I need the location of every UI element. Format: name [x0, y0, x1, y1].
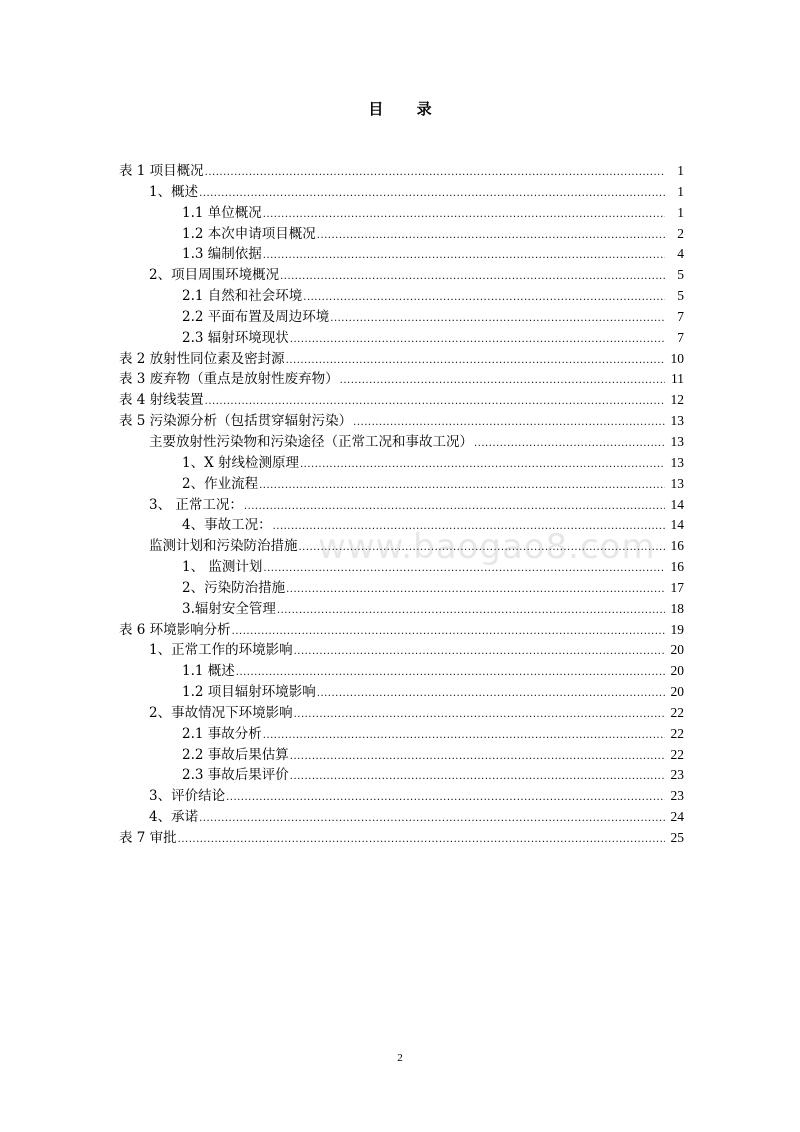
- toc-entry-page: 20: [670, 684, 684, 700]
- toc-entry-title: 表 5 污染源分析（包括贯穿辐射污染）: [119, 413, 353, 430]
- toc-dot-leader: [205, 392, 665, 413]
- toc-entry-page: 18: [670, 600, 684, 616]
- toc-dot-leader: [317, 226, 665, 247]
- toc-entry[interactable]: [0, 828, 800, 849]
- toc-entry-title: 1、X 射线检测原理: [182, 454, 299, 471]
- toc-entry-page: 20: [670, 663, 684, 679]
- toc-entry-title: 2、事故情况下环境影响: [149, 704, 293, 721]
- toc-entry[interactable]: [0, 453, 800, 474]
- toc-entry[interactable]: [0, 703, 800, 724]
- toc-entry[interactable]: [0, 745, 800, 766]
- table-of-contents: [0, 161, 800, 849]
- page-number: 2: [397, 1052, 403, 1064]
- toc-entry-page: 4: [677, 246, 684, 262]
- toc-entry[interactable]: [0, 349, 800, 370]
- toc-entry-page: 22: [670, 704, 684, 720]
- toc-entry[interactable]: [0, 620, 800, 641]
- toc-entry-page: 19: [670, 621, 684, 637]
- toc-entry-title: 主要放射性污染物和污染途径（正常工况和事故工况）: [149, 433, 473, 450]
- toc-entry[interactable]: [0, 265, 800, 286]
- toc-entry-page: 13: [670, 475, 684, 491]
- toc-dot-leader: [244, 497, 665, 518]
- toc-entry-title: 2.1 事故分析: [182, 725, 262, 742]
- toc-entry-page: 13: [670, 413, 684, 429]
- toc-entry-title: 表 3 废弃物（重点是放射性废弃物）: [119, 371, 339, 388]
- toc-entry-page: 23: [670, 788, 684, 804]
- toc-entry[interactable]: [0, 682, 800, 703]
- toc-entry-title: 表 1 项目概况: [119, 163, 204, 179]
- toc-entry-page: 25: [670, 830, 684, 845]
- toc-entry-page: 1: [677, 204, 684, 220]
- toc-entry[interactable]: [0, 640, 800, 661]
- toc-dot-leader: [226, 788, 665, 809]
- toc-entry-title: 1、正常工作的环境影响: [149, 642, 293, 659]
- watermark: www.baogao8.com: [318, 527, 656, 567]
- toc-dot-leader: [290, 767, 665, 788]
- toc-dot-leader: [199, 809, 665, 830]
- toc-dot-leader: [259, 476, 665, 497]
- toc-entry-page: 14: [670, 517, 684, 533]
- toc-entry-title: 1、概述: [149, 183, 199, 200]
- toc-entry-page: 10: [670, 350, 684, 366]
- toc-entry-title: 监测计划和污染防治措施: [149, 538, 298, 555]
- toc-dot-leader: [178, 830, 665, 851]
- toc-entry-title: 2.3 事故后果评价: [182, 767, 289, 784]
- toc-entry-page: 1: [677, 183, 684, 199]
- toc-entry-page: 13: [670, 433, 684, 449]
- toc-dot-leader: [317, 684, 665, 705]
- toc-entry-page: 22: [670, 746, 684, 762]
- toc-dot-leader: [353, 413, 665, 434]
- toc-entry-title: 1.2 本次申请项目概况: [182, 225, 316, 242]
- toc-dot-leader: [277, 601, 665, 622]
- toc-entry[interactable]: [0, 224, 800, 245]
- toc-entry[interactable]: [0, 390, 800, 411]
- toc-entry-page: 16: [670, 559, 684, 575]
- toc-entry-title: 1.3 编制依据: [182, 246, 262, 263]
- toc-entry-title: 4、承诺: [149, 809, 199, 826]
- toc-entry[interactable]: [0, 474, 800, 495]
- toc-entry-title: 4、事故工况：: [182, 517, 272, 534]
- toc-entry-title: 表 2 放射性同位素及密封源: [119, 350, 285, 367]
- toc-entry-page: 17: [670, 579, 684, 595]
- toc-entry[interactable]: [0, 328, 800, 349]
- toc-dot-leader: [290, 747, 665, 768]
- toc-dot-leader: [263, 726, 665, 747]
- toc-entry-title: 1.2 项目辐射环境影响: [182, 684, 316, 701]
- toc-entry-title: 2.3 辐射环境现状: [182, 329, 289, 346]
- toc-entry-title: 1.1 单位概况: [182, 204, 262, 221]
- toc-entry-title: 2、污染防治措施: [182, 579, 286, 596]
- toc-dot-leader: [299, 538, 666, 559]
- toc-entry-title: 3、 正常工况：: [149, 496, 243, 513]
- toc-dot-leader: [286, 580, 665, 601]
- toc-dot-leader: [286, 351, 665, 372]
- toc-dot-leader: [303, 288, 665, 309]
- toc-entry-page: 14: [670, 496, 684, 512]
- toc-entry-page: 5: [677, 288, 684, 304]
- toc-dot-leader: [280, 267, 665, 288]
- page-title: 目 录: [368, 100, 446, 118]
- toc-dot-leader: [290, 330, 665, 351]
- toc-entry[interactable]: [0, 786, 800, 807]
- toc-dot-leader: [340, 371, 665, 392]
- toc-entry-title: 3、评价结论: [149, 788, 226, 805]
- toc-entry-page: 22: [670, 725, 684, 741]
- toc-entry[interactable]: [0, 724, 800, 745]
- toc-dot-leader: [263, 246, 665, 267]
- toc-entry[interactable]: [0, 244, 800, 265]
- toc-dot-leader: [294, 705, 665, 726]
- toc-entry[interactable]: [0, 495, 800, 516]
- toc-entry[interactable]: [0, 203, 800, 224]
- toc-entry[interactable]: [0, 515, 800, 536]
- toc-entry-page: 13: [670, 454, 684, 470]
- toc-entry-page: 7: [677, 329, 684, 345]
- toc-entry-title: 2.2 事故后果估算: [182, 746, 289, 763]
- toc-entry-page: 2: [677, 225, 684, 241]
- toc-dot-leader: [273, 517, 665, 538]
- toc-entry[interactable]: [0, 286, 800, 307]
- toc-entry-page: 11: [671, 371, 684, 387]
- toc-entry[interactable]: [0, 307, 800, 328]
- toc-dot-leader: [205, 163, 665, 184]
- toc-entry-page: 1: [677, 163, 684, 178]
- toc-entry[interactable]: [0, 807, 800, 828]
- toc-entry-page: 7: [677, 308, 684, 324]
- toc-entry-title: 表 6 环境影响分析: [119, 621, 231, 638]
- toc-entry-page: 16: [670, 538, 684, 554]
- toc-dot-leader: [330, 309, 665, 330]
- toc-dot-leader: [263, 559, 665, 580]
- toc-entry[interactable]: [0, 369, 800, 390]
- toc-entry[interactable]: [0, 765, 800, 786]
- toc-entry[interactable]: [0, 578, 800, 599]
- toc-entry-page: 12: [670, 392, 684, 408]
- toc-entry[interactable]: [0, 182, 800, 203]
- toc-dot-leader: [294, 642, 665, 663]
- toc-entry[interactable]: [0, 661, 800, 682]
- toc-entry-title: 2、项目周围环境概况: [149, 267, 280, 284]
- toc-entry[interactable]: [0, 411, 800, 432]
- toc-entry-title: 表 4 射线装置: [119, 392, 204, 409]
- toc-entry-title: 1、 监测计划: [182, 559, 263, 576]
- toc-entry-title: 2.2 平面布置及周边环境: [182, 308, 330, 325]
- toc-entry-title: 表 7 审批: [119, 830, 177, 846]
- toc-entry-title: 1.1 概述: [182, 663, 235, 680]
- toc-dot-leader: [232, 622, 665, 643]
- toc-dot-leader: [263, 205, 665, 226]
- toc-entry-title: 2.1 自然和社会环境: [182, 288, 303, 305]
- toc-dot-leader: [199, 184, 665, 205]
- toc-entry-page: 23: [670, 767, 684, 783]
- toc-entry-title: 2、作业流程: [182, 475, 259, 492]
- toc-entry[interactable]: [0, 432, 800, 453]
- toc-entry[interactable]: [0, 536, 800, 557]
- toc-dot-leader: [474, 434, 665, 455]
- toc-entry-page: 5: [677, 267, 684, 283]
- toc-entry-title: 3.辐射安全管理: [182, 600, 276, 617]
- toc-dot-leader: [300, 455, 665, 476]
- toc-entry-page: 24: [670, 809, 684, 825]
- toc-entry[interactable]: [0, 161, 800, 182]
- toc-entry-page: 20: [670, 642, 684, 658]
- toc-entry[interactable]: [0, 599, 800, 620]
- toc-dot-leader: [236, 663, 665, 684]
- toc-entry[interactable]: [0, 557, 800, 578]
